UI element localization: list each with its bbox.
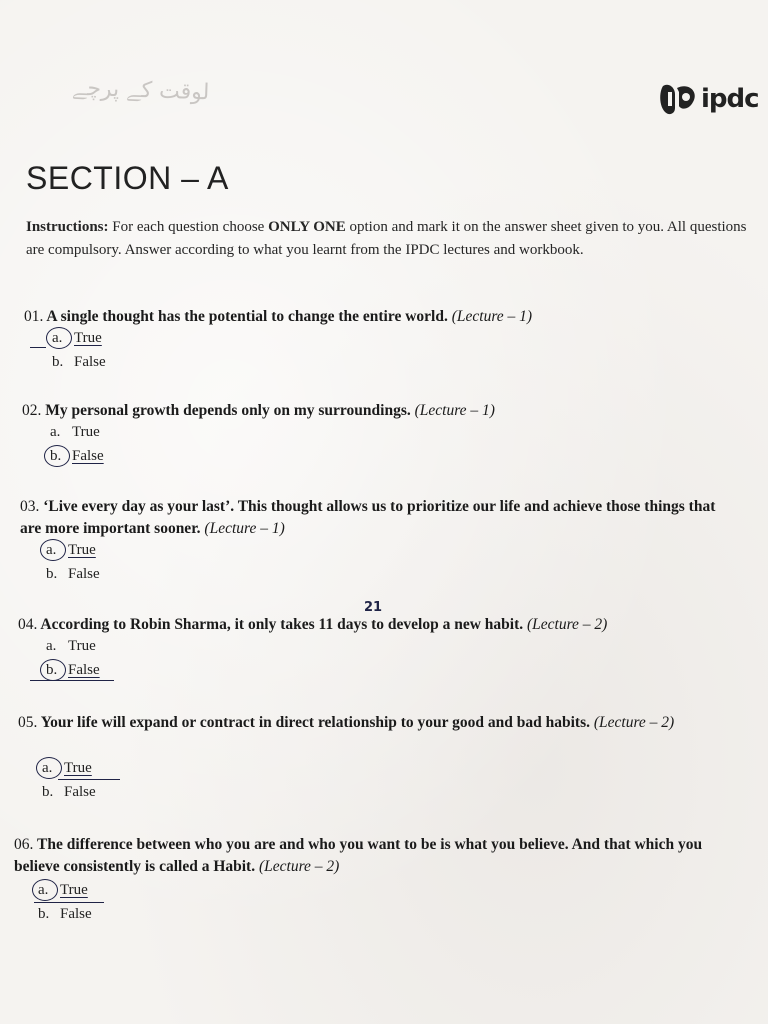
question-text: 01. A single thought has the potential to change the entire world. (Lecture – 1) [24, 308, 533, 325]
section-title: SECTION – A [26, 160, 229, 196]
option-a[interactable]: a. True [38, 882, 88, 898]
option-b[interactable]: b. False [46, 662, 100, 678]
ink-mark [58, 779, 120, 780]
option-b[interactable]: b. False [42, 784, 96, 800]
ink-mark [34, 902, 104, 903]
logo-text: ipdc [701, 84, 759, 114]
question-text: 05. Your life will expand or contract in direct relationship to your good and bad habits. (Lecture – 2) [18, 714, 675, 731]
instructions-emphasis: ONLY ONE [268, 219, 346, 235]
option-b[interactable]: b. False [52, 354, 106, 370]
option-a[interactable]: a. True [52, 330, 102, 346]
instructions-text-1: For each question choose [108, 219, 269, 235]
ipdc-logo [657, 80, 759, 118]
option-a[interactable]: a. True [46, 638, 96, 654]
question-text: 02. My personal growth depends only on my surroundings. (Lecture – 1) [22, 402, 495, 419]
option-a[interactable]: a. True [50, 424, 100, 440]
ipdc-logo-icon [657, 80, 699, 118]
faint-handwriting: ﻟﻮﻗﺖ ﮐﮯ ﭘﺮﭼﮯ [71, 75, 210, 106]
question-text: 06. The difference between who you are and who you want to be is what you believe. And that which you believe consistently is called a Habit. (Lecture – 2) [14, 836, 703, 875]
question-text: 04. According to Robin Sharma, it only takes 11 days to develop a new habit. (Lecture – 2) [18, 616, 608, 633]
instructions-text-2: option and mark it on the answer sheet given to you. All questions are compulsory. Answer according to what you learnt from the IPDC lectures and workbook. [26, 219, 747, 258]
option-b[interactable]: b. False [46, 566, 100, 582]
option-b[interactable]: b. False [38, 906, 92, 922]
instructions [26, 216, 756, 262]
option-a[interactable]: a. True [46, 542, 96, 558]
option-b[interactable]: b. False [50, 448, 104, 464]
option-a[interactable]: a. True [42, 760, 92, 776]
handwritten-correction: 21 [364, 600, 383, 615]
question-text: 03. ‘Live every day as your last’. This thought allows us to prioritize our life and achieve those things that are more important sooner. (Lecture – 1) [20, 498, 716, 537]
instructions-label: Instructions: [26, 219, 109, 235]
ink-mark [30, 680, 114, 681]
ink-mark [30, 347, 46, 348]
